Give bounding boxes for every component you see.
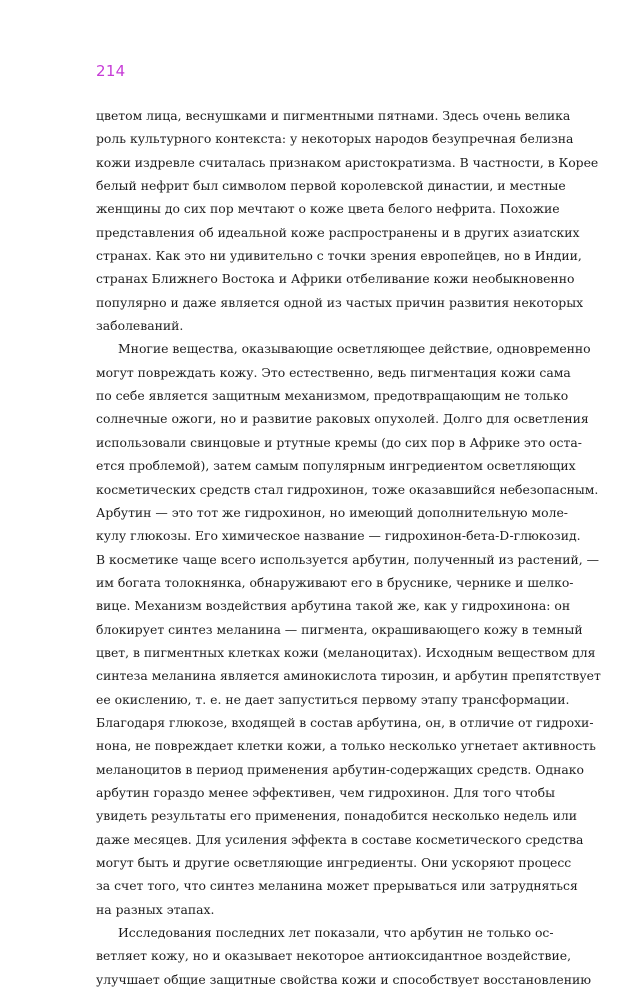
text-line: Многие вещества, оказывающие осветляющее действие, одновременно <box>118 341 591 357</box>
text-line: странах Ближнего Востока и Африки отбеливание кожи необыкновенно <box>96 271 575 287</box>
text-line: Благодаря глюкозе, входящей в состав арбутина, он, в отличие от гидрохи- <box>96 714 594 730</box>
text-line: кожи издревле считалась признаком аристократизма. В частности, в Корее <box>96 154 599 170</box>
text-line: блокирует синтез меланина — пигмента, окрашивающего кожу в темный <box>96 621 583 637</box>
text-line: косметических средств стал гидрохинон, тоже оказавшийся небезопасным. <box>96 481 599 497</box>
text-line: Арбутин — это тот же гидрохинон, но имеющий дополнительную моле- <box>96 504 568 520</box>
text-line: В косметике чаще всего используется арбутин, полученный из растений, — <box>96 551 600 567</box>
text-line: использовали свинцовые и ртутные кремы (до сих пор в Африке это оста- <box>96 434 582 450</box>
text-line: Исследования последних лет показали, что арбутин не только ос- <box>118 925 554 941</box>
text-line: на разных этапах. <box>96 901 215 917</box>
text-line: цвет, в пигментных клетках кожи (меланоцитах). Исходным веществом для <box>96 644 596 660</box>
text-line: роль культурного контекста: у некоторых народов безупречная белизна <box>96 131 574 147</box>
text-line: белый нефрит был символом первой королевской династии, и местные <box>96 178 566 194</box>
text-line: ее окислению, т. е. не дает запуститься первому этапу трансформации. <box>96 691 570 707</box>
text-line: за счет того, что синтез меланина может прерываться или затрудняться <box>96 878 578 894</box>
text-line: могут быть и другие осветляющие ингредиенты. Они ускоряют процесс <box>96 855 572 870</box>
page-number: 214 <box>96 62 126 80</box>
text-line: по себе является защитным механизмом, предотвращающим не только <box>96 388 569 404</box>
text-line: заболеваний. <box>96 318 184 334</box>
text-line: популярно и даже является одной из частых причин развития некоторых <box>96 294 584 310</box>
text-line: кулу глюкозы. Его химическое название — гидрохинон-бета-D-глюкозид. <box>96 528 581 544</box>
text-line: представления об идеальной коже распространены и в других азиатских <box>96 224 580 240</box>
text-line: странах. Как это ни удивительно с точки зрения европейцев, но в Индии, <box>96 248 582 264</box>
text-line: вице. Механизм воздействия арбутина такой же, как у гидрохинона: он <box>96 598 571 614</box>
text-line: могут повреждать кожу. Это естественно, ведь пигментация кожи сама <box>96 364 571 380</box>
text-line: ется проблемой), затем самым популярным ингредиентом осветляющих <box>96 458 576 474</box>
text-line: улучшает общие защитные свойства кожи и способствует восстановлению <box>96 971 592 987</box>
text-line: им богата толокнянка, обнаруживают его в бруснике, чернике и шелко- <box>96 574 574 590</box>
text-line: женщины до сих пор мечтают о коже цвета белого нефрита. Похожие <box>96 201 560 217</box>
text-line: увидеть результаты его применения, понадобится несколько недель или <box>96 808 578 824</box>
text-line: цветом лица, веснушками и пигментными пятнами. Здесь очень велика <box>96 108 571 123</box>
text-line: ветляет кожу, но и оказывает некоторое антиоксидантное воздействие, <box>96 948 572 964</box>
text-line: даже месяцев. Для усиления эффекта в составе косметического средства <box>96 831 584 847</box>
body-text <box>96 104 601 991</box>
text-line: синтеза меланина является аминокислота тирозин, и арбутин препятствует <box>96 668 601 684</box>
text-line: арбутин гораздо менее эффективен, чем гидрохинон. Для того чтобы <box>96 784 555 800</box>
text-line: нона, не повреждает клетки кожи, а только несколько угнетает активность <box>96 738 596 754</box>
text-line: меланоцитов в период применения арбутин-содержащих средств. Однако <box>96 761 584 777</box>
text-line: солнечные ожоги, но и развитие раковых опухолей. Долго для осветления <box>96 411 589 427</box>
